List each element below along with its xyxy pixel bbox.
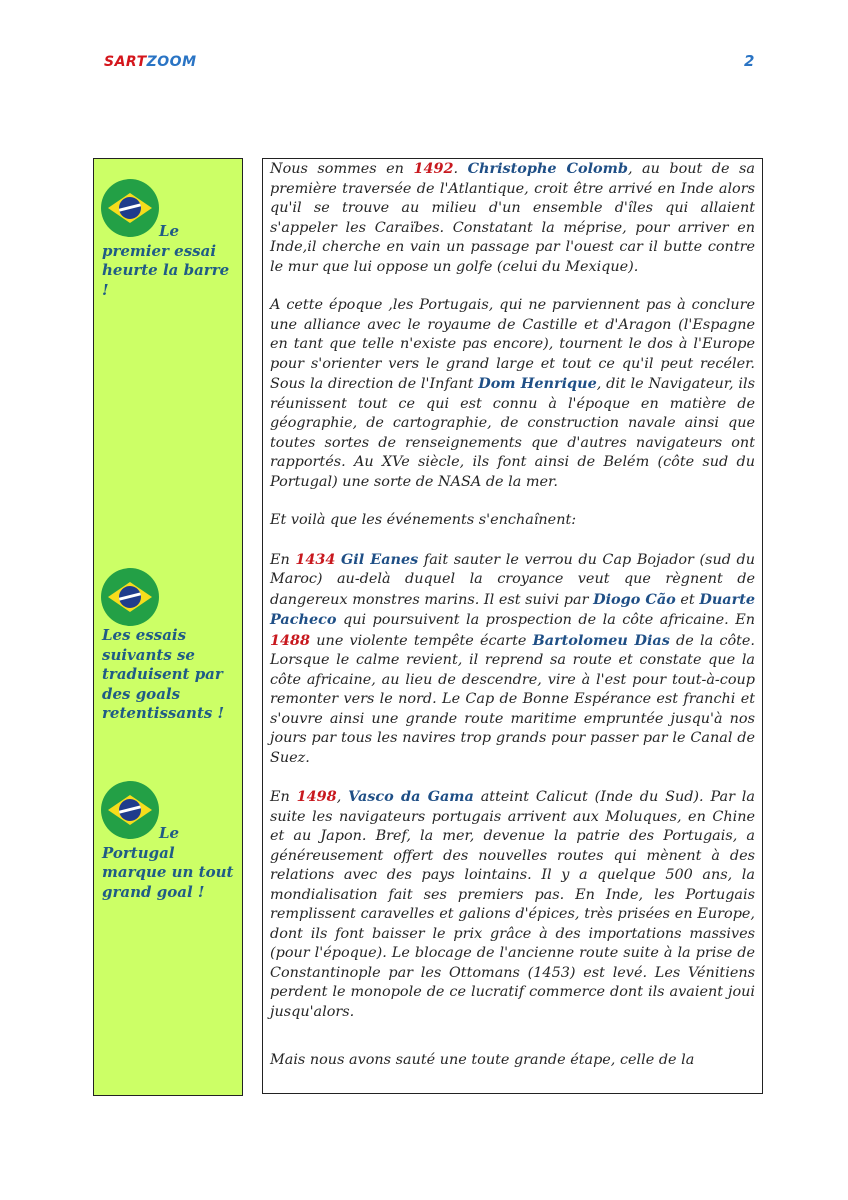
text-run: qui poursuivent la prospection de la côte africaine. En (336, 612, 755, 628)
paragraph-2 (263, 296, 762, 492)
paragraph-3 (263, 511, 762, 531)
text-run: , au bout de sa première traversée de l'Atlantique, croit être arrivé en Inde alors qu'il se trouve au milieu d'un ensemble d'îles qui allaient s'appeler les Caraïbes. Constatant la méprise, pour arriver en Inde,il cherche en vain un passage par l'ouest car il butte contre le mur que lui oppose un golfe (celui du Mexique). (270, 161, 755, 275)
date-highlight: 1488 (270, 631, 311, 649)
text-run: et (675, 591, 700, 608)
text-run: une violente tempête écarte (310, 632, 533, 649)
paragraph-6 (263, 1051, 762, 1071)
text-run: atteint Calicut (Inde du Sud). Par la suite les navigateurs portugais arrivent aux Moluques, en Chine et au Japon. Bref, la mer, devenue la patrie des Portugais, a généreusement offert des nouvelles routes qui mènent à des relations avec des pays lointains. Il y a quelque 500 ans, la mondialisation fait ses premiers pas. En Inde, les Portugais remplissent caravelles et galions d'épices, très prisées en Europe, dont ils font baisser le prix grâce à des importations massives (pour l'époque). Le blocage de l'ancienne route suite à la prise de Constantinople par les Ottomans (1453) est levé. Les Vénitiens perdent le monopole de ce lucratif commerce dont ils avaient joui jusqu'alors. (270, 789, 755, 1020)
text-run: En (270, 789, 297, 805)
logo-part-sart: SART (104, 54, 147, 70)
name-highlight: Gil Eanes (341, 550, 419, 568)
date-highlight: 1434 (295, 550, 336, 568)
text-run: Et voilà que les événements s'enchaînent: (270, 512, 577, 528)
text-run: , (336, 789, 349, 805)
paragraph-1 (263, 159, 762, 277)
name-highlight: Dom Henrique (478, 375, 597, 392)
sidebar (93, 158, 243, 1096)
date-highlight: 1498 (296, 788, 337, 805)
paragraph-5 (263, 787, 762, 1022)
sidebar-caption-1: Le premier essai heurte la barre ! (102, 222, 230, 299)
name-highlight: Bartolomeu Dias (532, 631, 670, 649)
text-run: Mais nous avons sauté une toute grande étape, celle de la (270, 1052, 695, 1068)
text-run: A cette époque ,les Portugais, qui ne parviennent pas à conclure une alliance avec le royaume de Castille et d'Aragon (l'Espagne en tant que telle n'existe pas encore), tournent le dos à l'Europe pour s'orienter vers le grand large et tout ce qu'il peut recéler. Sous la direction de l'Infant (270, 297, 755, 392)
page-number: 2 (744, 52, 755, 70)
date-highlight: 1492 (413, 160, 454, 177)
logo-part-zoom: ZOOM (146, 54, 197, 70)
name-highlight: Christophe Colomb (467, 160, 628, 177)
brazil-flag-icon (101, 568, 159, 626)
name-highlight: Vasco da Gama (348, 788, 474, 805)
paragraph-4 (263, 550, 762, 769)
text-run: fait sauter le verrou du Cap Bojador (sud du Maroc) au-delà duquel la croyance veut que règnent de dangereux monstres marins. Il est suivi par (270, 551, 755, 608)
sidebar-caption-2: Les essais suivants se traduisent par des goals retentissants ! (102, 626, 225, 722)
text-run: , dit le Navigateur, ils réunissent tout ce qui est connu à l'époque en matière de géographie, de cartographie, de construction navale ainsi que toutes sortes de renseignements que d'autres navigateurs ont rapportés. Au XVe siècle, ils font ainsi de Belém (côte sud du Portugal) une sorte de NASA de la mer. (270, 376, 755, 490)
text-run: En (270, 551, 296, 568)
text-run: de la côte. Lorsque le calme revient, il reprend sa route et constate que la côte africaine, au lieu de descendre, vire à l'est pour tout-à-coup remonter vers le nord. Le Cap de Bonne Espérance est franchi et s'ouvre ainsi une grande route maritime empruntée jusqu'à nos jours par tous les navires trop grands pour passer par le Canal de Suez. (270, 632, 755, 766)
sidebar-caption-3: Le Portugal marque un tout grand goal ! (102, 824, 234, 901)
text-run: Nous sommes en (270, 161, 414, 177)
name-highlight: Duarte Pacheco (270, 590, 755, 628)
header-logo (104, 54, 197, 70)
name-highlight: Diogo Cão (593, 590, 676, 608)
text-run: . (453, 161, 468, 177)
article-body (262, 158, 763, 1094)
